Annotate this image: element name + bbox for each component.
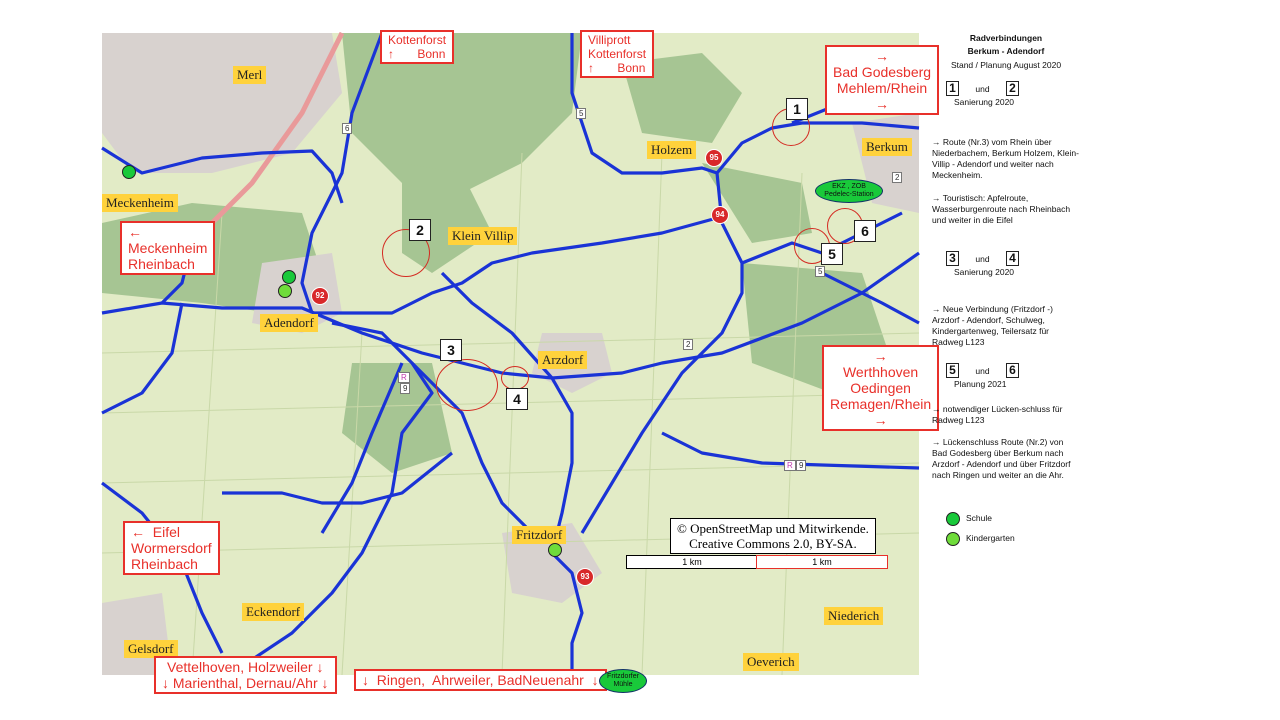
kindergarten-icon: [548, 543, 562, 557]
legend-schule: Schule: [966, 513, 992, 523]
scale-bar-left: 1 km: [626, 555, 758, 569]
legend-row-5-6: [932, 363, 1080, 378]
marker-3[interactable]: 3: [440, 339, 462, 361]
marker-circle-4: [501, 366, 529, 390]
marker-5[interactable]: 5: [821, 243, 843, 265]
legend-key-4: 4: [1006, 251, 1019, 266]
direction-bad-godesberg: → Bad Godesberg Mehlem/Rhein →: [825, 45, 939, 115]
legend-sanierung-2: Sanierung 2020: [954, 267, 1015, 277]
legend-sanierung-1: Sanierung 2020: [954, 97, 1015, 107]
scale-bar-right: 1 km: [756, 555, 888, 569]
marker-circle-3: [436, 359, 498, 411]
place-holzem: Holzem: [647, 141, 696, 159]
legend-route2: → Lückenschluss Route (Nr.2) von Bad Godesberg über Berkum nach Arzdorf - Adendorf und über Fritzdorf nach Ringen und weiter an die Ahr.: [932, 437, 1071, 480]
legend-luecke: → notwendiger Lücken-schluss für Radweg L123: [932, 404, 1063, 425]
legend-neu: → Neue Verbindung (Fritzdorf -) Arzdorf - Adendorf, Schulweg, Kindergartenweg, Teilersatz für Radweg L123: [932, 304, 1053, 347]
legend-key-6: 6: [1006, 363, 1019, 378]
legend-stand: Stand / Planung August 2020: [950, 60, 1062, 70]
direction-eifel: ← Eifel Wormersdorf Rheinbach: [123, 521, 220, 575]
map-attribution: [670, 518, 876, 554]
legend-row-3-4: [932, 251, 1080, 266]
route-sign-9: 9: [400, 383, 410, 394]
route-sign-2-berkum: 2: [892, 172, 902, 183]
legend-title: Radverbindungen: [969, 33, 1043, 43]
place-niederich: Niederich: [824, 607, 883, 625]
legend-tour: → Touristisch: Apfelroute, Wasserburgenroute nach Rheinbach und weiter in die Eifel: [932, 193, 1071, 225]
marker-2[interactable]: 2: [409, 219, 431, 241]
road-92: 92: [311, 287, 329, 305]
place-merl: Merl: [233, 66, 266, 84]
legend-route3: → Route (Nr.3) vom Rhein über Niederbachem, Berkum Holzem, Klein-Villip - Adendorf und weiter nach Meckenheim.: [932, 137, 1079, 180]
legend-und: und: [975, 254, 990, 264]
place-meckenheim: Meckenheim: [102, 194, 178, 212]
direction-meckenheim-rheinbach: ← Meckenheim Rheinbach: [120, 221, 215, 275]
attribution-line-1: © OpenStreetMap und Mitwirkende.: [677, 521, 869, 536]
legend-key-5: 5: [946, 363, 959, 378]
route-sign-5-lower: 5: [815, 266, 825, 277]
attribution-line-2: Creative Commons 2.0, BY-SA.: [689, 536, 857, 551]
kindergarten-icon: [946, 532, 960, 546]
school-icon: [122, 165, 136, 179]
place-fritzdorf: Fritzdorf: [512, 526, 566, 544]
place-adendorf: Adendorf: [260, 314, 318, 332]
kindergarten-icon: [278, 284, 292, 298]
legend-row-1-2: [932, 81, 1080, 96]
marker-6[interactable]: 6: [854, 220, 876, 242]
direction-ringen: ↓ Ringen, Ahrweiler, BadNeuenahr ↓: [354, 669, 607, 691]
legend-kindergarten: Kindergarten: [966, 533, 1015, 543]
direction-vettelhoven: Vettelhoven, Holzweiler ↓ ↓ Marienthal, Dernau/Ahr ↓: [154, 656, 337, 694]
school-icon: [282, 270, 296, 284]
legend-subtitle: Berkum - Adendorf: [967, 46, 1045, 56]
legend-key-1: 1: [946, 81, 959, 96]
direction-werthhoven: → Werthhoven Oedingen Remagen/Rhein →: [822, 345, 939, 431]
legend-key-3: 3: [946, 251, 959, 266]
route-sign-6: 6: [342, 123, 352, 134]
legend-key-2: 2: [1006, 81, 1019, 96]
route-sign-2: 2: [683, 339, 693, 350]
place-eckendorf: Eckendorf: [242, 603, 304, 621]
route-sign-r: R: [398, 372, 410, 383]
map[interactable]: [102, 33, 932, 691]
place-arzdorf: Arzdorf: [538, 351, 587, 369]
route-sign-r-east: R: [784, 460, 796, 471]
road-95: 95: [705, 149, 723, 167]
marker-4[interactable]: 4: [506, 388, 528, 410]
road-94: 94: [711, 206, 729, 224]
school-icon: [946, 512, 960, 526]
road-93: 93: [576, 568, 594, 586]
route-sign-5: 5: [576, 108, 586, 119]
place-berkum: Berkum: [862, 138, 912, 156]
direction-villiprott: Villiprott Kottenforst ↑ Bonn: [580, 30, 654, 78]
fritzdorfer-muehle: Fritzdorfer Mühle: [599, 669, 647, 693]
place-klein-villip: Klein Villip: [448, 227, 517, 245]
route-sign-9-east: 9: [796, 460, 806, 471]
legend-planung: Planung 2021: [954, 379, 1007, 389]
ekz-pedelec-station: EKZ , ZOB Pedelec-Station: [815, 179, 883, 203]
legend-und: und: [975, 366, 990, 376]
marker-1[interactable]: 1: [786, 98, 808, 120]
place-oeverich: Oeverich: [743, 653, 799, 671]
direction-kottenforst: Kottenforst ↑ Bonn: [380, 30, 454, 64]
legend-und: und: [975, 84, 990, 94]
place-gelsdorf: Gelsdorf: [124, 640, 178, 658]
